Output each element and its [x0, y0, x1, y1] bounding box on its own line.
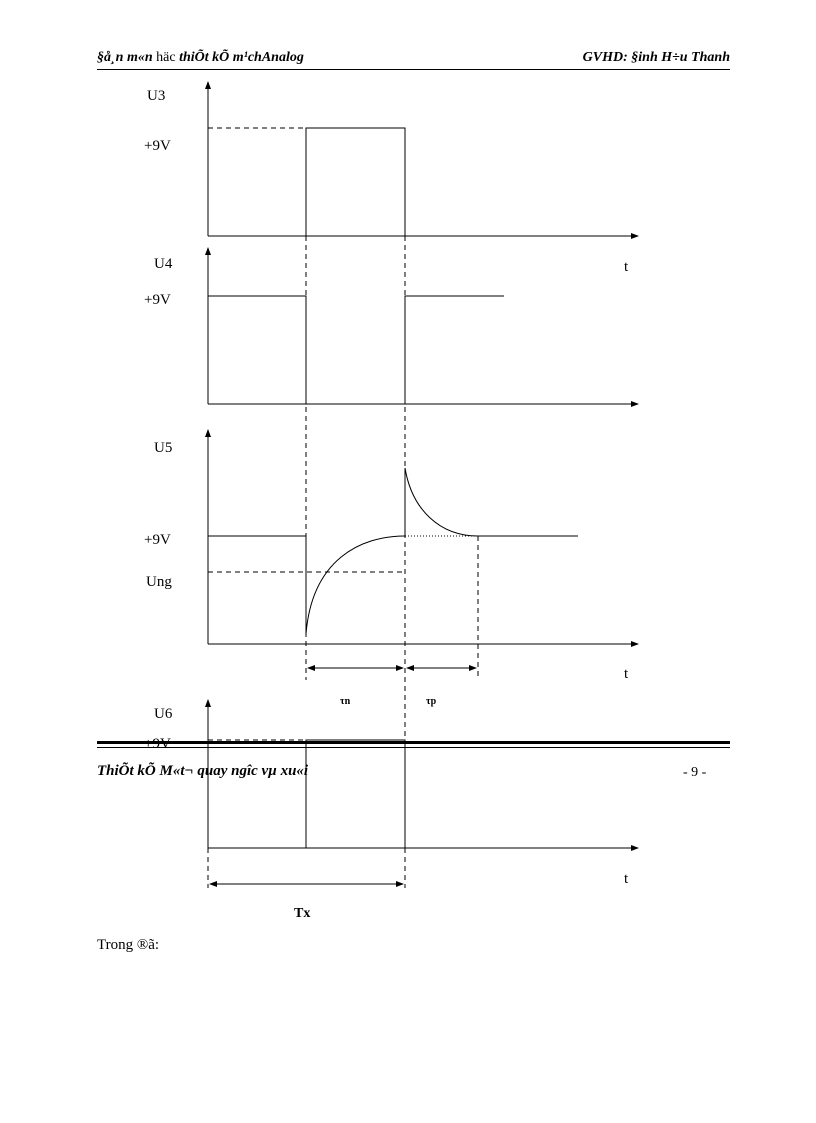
header-title-part1: §å¸n m«n — [97, 50, 153, 65]
header-right: GVHD: §inh H÷u Thanh — [582, 50, 730, 65]
footer-title: ThiÕt kÕ M«t¬ quay ngîc vµ xu«i — [97, 763, 309, 779]
u3-t-label: t — [624, 259, 629, 275]
u5-9v-label: +9V — [144, 532, 171, 548]
u4-waveform-b — [405, 296, 504, 404]
u5-ung-label: Ung — [146, 574, 172, 590]
header-title-part3: thiÕt kÕ m¹chAnalog — [179, 50, 304, 65]
tau-n-label: τn — [340, 696, 351, 707]
u5-t-label: t — [624, 666, 629, 682]
u3-axis-label: U3 — [147, 88, 166, 104]
u4-9v-label: +9V — [144, 292, 171, 308]
u5-discharge-curve — [405, 468, 478, 536]
u4-waveform-a — [208, 296, 306, 404]
body-text: Trong ®ã: — [97, 937, 160, 953]
u3-9v-label: +9V — [144, 138, 171, 154]
header-title-part2: häc — [156, 50, 176, 65]
footer-rule-thin — [97, 747, 730, 748]
u5-charge-curve — [306, 536, 405, 634]
u6-t-label: t — [624, 871, 629, 887]
u5-waveform-high — [208, 536, 306, 634]
u6-axis-label: U6 — [154, 706, 173, 722]
u5-axis-label: U5 — [154, 440, 173, 456]
page-number: - 9 - — [683, 765, 707, 780]
tau-p-label: τp — [426, 696, 437, 707]
u6-waveform — [306, 740, 405, 848]
footer-rule-thick — [97, 741, 730, 744]
u6-9v-label: +9V — [144, 736, 171, 752]
tx-label: Tx — [294, 906, 311, 921]
u3-waveform — [306, 128, 405, 236]
u4-axis-label: U4 — [154, 256, 173, 272]
